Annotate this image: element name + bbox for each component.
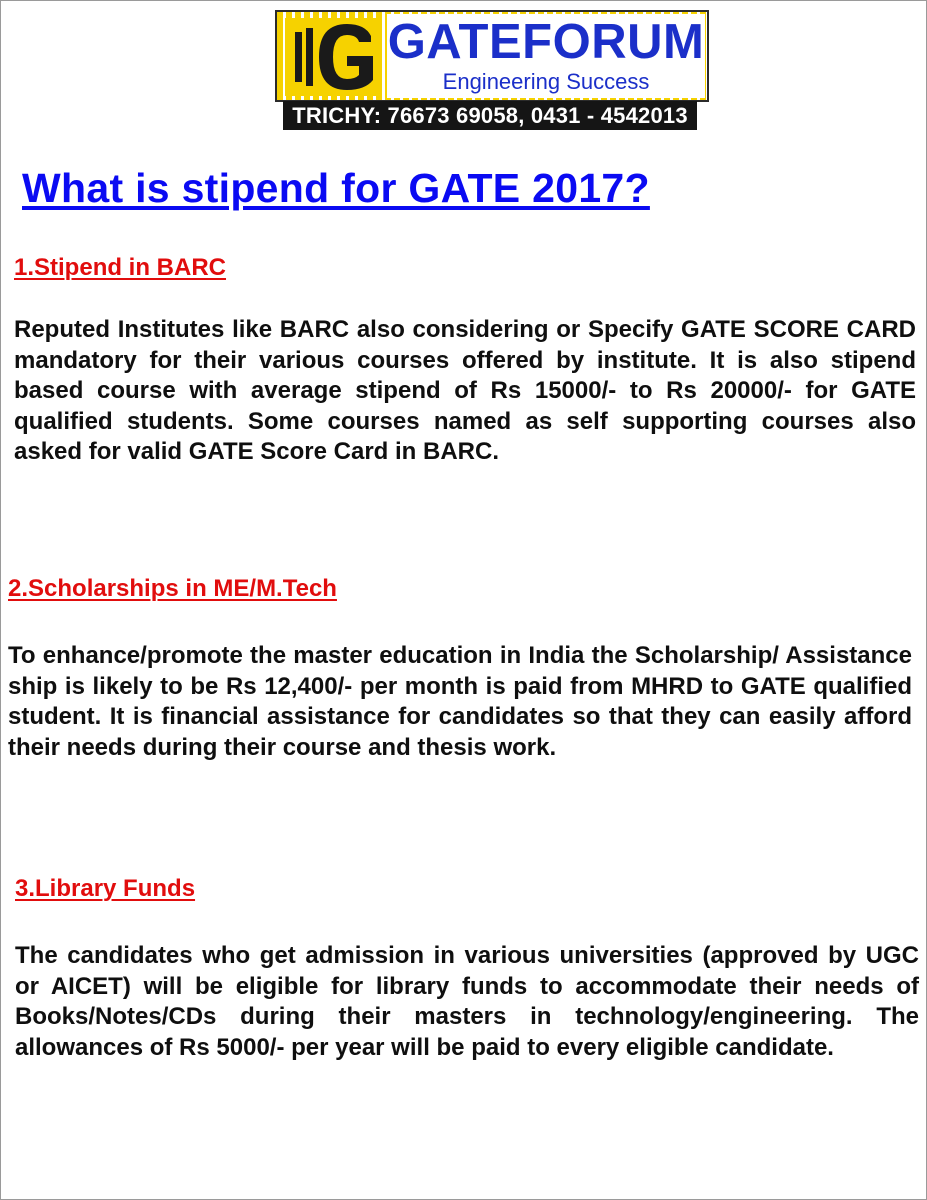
page-title: What is stipend for GATE 2017? bbox=[22, 165, 650, 211]
gateforum-logo bbox=[275, 10, 709, 102]
section-heading-barc: 1.Stipend in BARC bbox=[14, 254, 227, 281]
gateforum-g-logo-icon bbox=[285, 18, 381, 96]
brand-name: GATEFORUM bbox=[387, 15, 705, 69]
section-body-scholarships: To enhance/promote the master education in India the Scholarship/ Assistance ship is likely to be Rs 12,400/- per month is paid from MHRD to GATE qualified student. It is financial assistance for candidates so that they can easily afford their needs during their course and thesis work. bbox=[8, 642, 912, 761]
section-body-library-funds: The candidates who get admission in various universities (approved by UGC or AICET) will be eligible for library funds to accommodate their needs of Books/Notes/CDs during their masters in technology/engineering. The allowances of Rs 5000/- per year will be paid to every eligible candidate. bbox=[15, 942, 919, 1061]
logo-text-panel bbox=[387, 14, 705, 98]
section-heading-library-funds: 3.Library Funds bbox=[15, 875, 196, 902]
section-body-barc: Reputed Institutes like BARC also considering or Specify GATE SCORE CARD mandatory for their various courses offered by institute. It is also stipend based course with average stipend of Rs 15000/- to Rs 20000/- for GATE qualified students. Some courses named as self supporting courses also asked for valid GATE Score Card in BARC. bbox=[14, 316, 916, 465]
phone-contact-bar: TRICHY: 76673 69058, 0431 - 4542013 bbox=[283, 101, 697, 130]
section-heading-scholarships: 2.Scholarships in ME/M.Tech bbox=[8, 575, 337, 602]
brand-tagline: Engineering Success bbox=[442, 69, 650, 94]
